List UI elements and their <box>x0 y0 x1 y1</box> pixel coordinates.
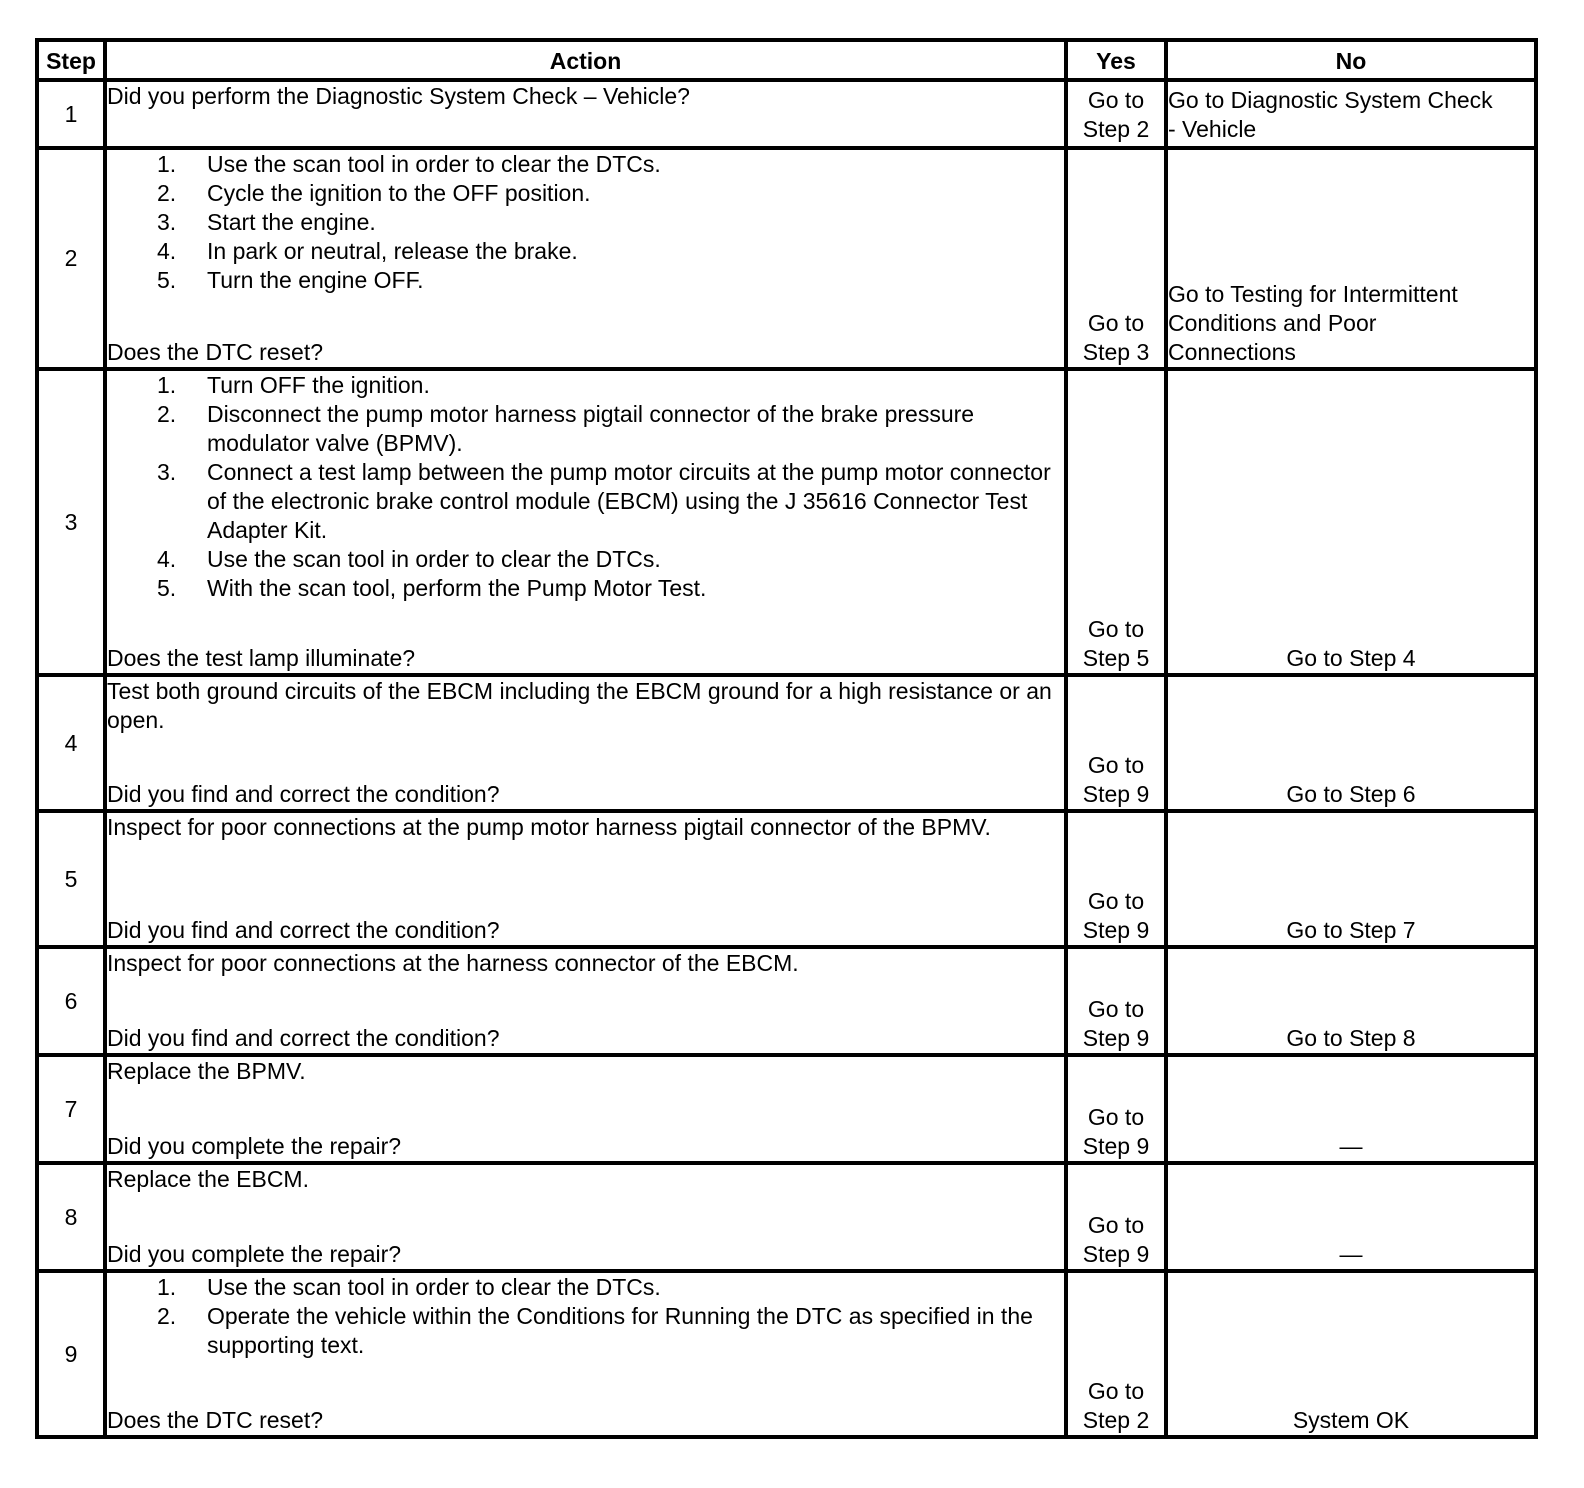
no-text: Conditions and Poor <box>1168 310 1377 336</box>
yes-text: Go to <box>1087 1104 1145 1130</box>
step-number: 1 <box>37 80 105 148</box>
table-row <box>37 1055 1536 1163</box>
list-item <box>157 237 1064 266</box>
no-text: Go to Diagnostic System Check <box>1168 87 1493 113</box>
table-row <box>37 1271 1536 1437</box>
step-number: 6 <box>37 947 105 1055</box>
table-row <box>37 148 1536 369</box>
yes-text: Go to <box>1087 752 1145 778</box>
no-cell <box>1166 80 1536 148</box>
list-item-text: In park or neutral, release the brake. <box>207 238 578 264</box>
header-action: Action <box>105 40 1066 80</box>
list-item-number: 3. <box>157 459 177 485</box>
no-text: — <box>1339 1133 1363 1159</box>
yes-text: Step 9 <box>1082 917 1150 943</box>
table-body <box>37 80 1536 1437</box>
no-text: System OK <box>1292 1407 1410 1433</box>
yes-cell <box>1066 675 1166 811</box>
action-question: Does the DTC reset? <box>107 1407 324 1433</box>
list-item <box>157 150 1064 179</box>
list-item-number: 3. <box>157 209 177 235</box>
table-row <box>37 369 1536 675</box>
yes-cell <box>1066 369 1166 675</box>
no-cell <box>1166 1163 1536 1271</box>
list-item-text: Turn OFF the ignition. <box>207 372 430 398</box>
list-item-text: Operate the vehicle within the Conditions for Running the DTC as specified in the supporting text. <box>207 1303 1033 1358</box>
list-item-number: 2. <box>157 401 177 427</box>
list-item-number: 2. <box>157 1303 177 1329</box>
action-cell <box>105 947 1066 1055</box>
yes-text: Go to <box>1087 996 1145 1022</box>
list-item <box>157 266 1064 295</box>
action-cell <box>105 1271 1066 1437</box>
yes-text: Step 9 <box>1082 1133 1150 1159</box>
header-no: No <box>1166 40 1536 80</box>
yes-text: Go to <box>1087 1378 1145 1404</box>
list-item-text: Start the engine. <box>207 209 376 235</box>
no-text: Go to Step 6 <box>1286 781 1416 807</box>
action-text: Test both ground circuits of the EBCM including the EBCM ground for a high resistance or an open. <box>107 678 1052 733</box>
table-row <box>37 947 1536 1055</box>
list-item-text: Use the scan tool in order to clear the DTCs. <box>207 1274 661 1300</box>
step-number: 2 <box>37 148 105 369</box>
header-step: Step <box>37 40 105 80</box>
list-item-text: Disconnect the pump motor harness pigtail connector of the brake pressure modulator valve (BPMV). <box>207 401 975 456</box>
diagnostic-table <box>35 38 1538 1439</box>
yes-text: Go to <box>1087 87 1145 113</box>
action-cell <box>105 811 1066 947</box>
list-item <box>157 1302 1064 1360</box>
no-cell <box>1166 675 1536 811</box>
action-question: Did you find and correct the condition? <box>107 781 500 807</box>
list-item-number: 1. <box>157 151 177 177</box>
no-text: Go to Testing for Intermittent <box>1168 281 1458 307</box>
list-item <box>157 574 1064 603</box>
action-question: Did you complete the repair? <box>107 1133 402 1159</box>
list-item <box>157 208 1064 237</box>
yes-cell <box>1066 811 1166 947</box>
list-item-number: 1. <box>157 372 177 398</box>
action-question: Does the DTC reset? <box>107 339 324 365</box>
action-list <box>107 150 1064 295</box>
list-item-number: 4. <box>157 546 177 572</box>
no-cell <box>1166 1271 1536 1437</box>
no-text: Connections <box>1168 339 1296 365</box>
no-cell <box>1166 811 1536 947</box>
yes-cell <box>1066 148 1166 369</box>
header-yes: Yes <box>1066 40 1166 80</box>
list-item <box>157 545 1064 574</box>
action-cell <box>105 675 1066 811</box>
yes-cell <box>1066 1271 1166 1437</box>
yes-text: Step 3 <box>1082 339 1150 365</box>
action-question: Did you find and correct the condition? <box>107 1025 500 1051</box>
step-number: 9 <box>37 1271 105 1437</box>
yes-text: Go to <box>1087 616 1145 642</box>
list-item-number: 5. <box>157 575 177 601</box>
yes-text: Go to <box>1087 888 1145 914</box>
no-cell <box>1166 148 1536 369</box>
step-number: 8 <box>37 1163 105 1271</box>
yes-cell <box>1066 80 1166 148</box>
list-item <box>157 371 1064 400</box>
action-list <box>107 371 1064 603</box>
no-cell <box>1166 947 1536 1055</box>
action-text: Did you perform the Diagnostic System Check – Vehicle? <box>107 83 690 109</box>
yes-cell <box>1066 947 1166 1055</box>
yes-text: Go to <box>1087 1212 1145 1238</box>
list-item-text: Cycle the ignition to the OFF position. <box>207 180 591 206</box>
no-cell <box>1166 369 1536 675</box>
yes-cell <box>1066 1055 1166 1163</box>
action-text: Replace the EBCM. <box>107 1166 309 1192</box>
list-item <box>157 458 1064 545</box>
list-item-text: Use the scan tool in order to clear the DTCs. <box>207 546 661 572</box>
action-question: Did you complete the repair? <box>107 1241 402 1267</box>
no-text: — <box>1339 1241 1363 1267</box>
action-cell <box>105 148 1066 369</box>
yes-text: Step 2 <box>1082 116 1150 142</box>
table-row <box>37 80 1536 148</box>
action-question: Did you find and correct the condition? <box>107 917 500 943</box>
yes-text: Go to <box>1087 310 1145 336</box>
yes-text: Step 9 <box>1082 1241 1150 1267</box>
yes-text: Step 2 <box>1082 1407 1150 1433</box>
action-text: Inspect for poor connections at the harness connector of the EBCM. <box>107 950 799 976</box>
yes-text: Step 5 <box>1082 645 1150 671</box>
action-question: Does the test lamp illuminate? <box>107 645 416 671</box>
no-text: Go to Step 4 <box>1286 645 1416 671</box>
list-item-number: 4. <box>157 238 177 264</box>
no-text: Go to Step 8 <box>1286 1025 1416 1051</box>
list-item-text: Use the scan tool in order to clear the DTCs. <box>207 151 661 177</box>
list-item-number: 5. <box>157 267 177 293</box>
step-number: 4 <box>37 675 105 811</box>
no-cell <box>1166 1055 1536 1163</box>
step-number: 3 <box>37 369 105 675</box>
table-row <box>37 1163 1536 1271</box>
step-number: 7 <box>37 1055 105 1163</box>
yes-text: Step 9 <box>1082 781 1150 807</box>
action-cell <box>105 369 1066 675</box>
yes-cell <box>1066 1163 1166 1271</box>
list-item <box>157 400 1064 458</box>
table-row <box>37 675 1536 811</box>
header-row <box>37 40 1536 80</box>
list-item-text: With the scan tool, perform the Pump Motor Test. <box>207 575 707 601</box>
list-item-number: 2. <box>157 180 177 206</box>
list-item-text: Connect a test lamp between the pump motor circuits at the pump motor connector of the electronic brake control module (EBCM) using the J 35616 Connector Test Adapter Kit. <box>207 459 1051 543</box>
table-row <box>37 811 1536 947</box>
action-text: Replace the BPMV. <box>107 1058 306 1084</box>
no-text: - Vehicle <box>1168 116 1257 142</box>
yes-text: Step 9 <box>1082 1025 1150 1051</box>
list-item <box>157 1273 1064 1302</box>
action-cell <box>105 1163 1066 1271</box>
action-list <box>107 1273 1064 1360</box>
action-cell <box>105 1055 1066 1163</box>
action-text: Inspect for poor connections at the pump motor harness pigtail connector of the BPMV. <box>107 814 991 840</box>
list-item-text: Turn the engine OFF. <box>207 267 424 293</box>
no-text: Go to Step 7 <box>1286 917 1416 943</box>
list-item <box>157 179 1064 208</box>
list-item-number: 1. <box>157 1274 177 1300</box>
action-cell <box>105 80 1066 148</box>
step-number: 5 <box>37 811 105 947</box>
